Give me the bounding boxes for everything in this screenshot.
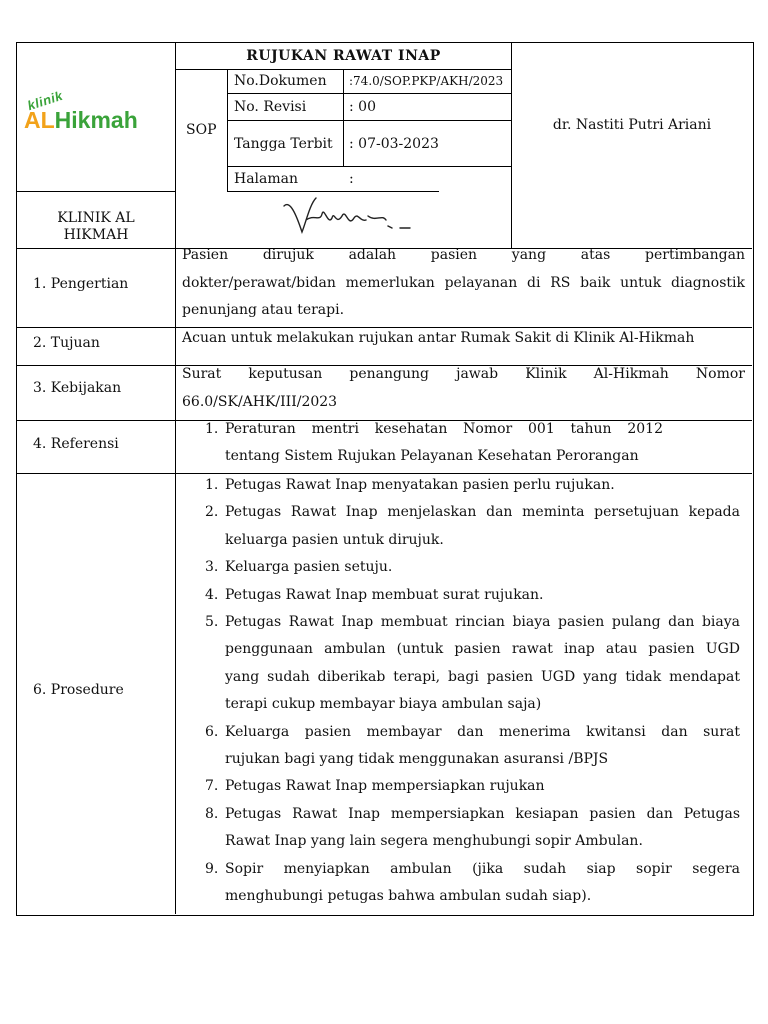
text-line: Keluarga pasien membayar dan menerima kwitansi dan surat	[225, 723, 740, 740]
text-line: yang sudah diberikab terapi, bagi pasien UGD yang tidak mendapat	[225, 668, 740, 685]
text-line: terapi cukup membayar biaya ambulan saja)	[225, 696, 542, 713]
label-kebijakan: 3. Kebijakan	[33, 380, 122, 396]
text-line: Keluarga pasien setuju.	[225, 559, 393, 576]
list-item	[191, 773, 740, 800]
row-divider	[227, 93, 511, 94]
list-number: 1.	[205, 421, 219, 437]
list-item	[191, 499, 740, 554]
list-number: 9.	[205, 860, 219, 877]
document-title: RUJUKAN RAWAT INAP	[246, 48, 441, 64]
text-line: Peraturan mentri kesehatan Nomor 001 tahun 2012	[225, 421, 663, 437]
list-number: 2.	[205, 504, 219, 521]
text-line: Petugas Rawat Inap membuat surat rujukan.	[225, 586, 544, 603]
clinic-logo	[24, 107, 138, 134]
signature-image	[276, 192, 436, 242]
list-number: 7.	[205, 778, 219, 795]
list-item	[191, 554, 740, 581]
text-line: Petugas Rawat Inap membuat rincian biaya pasien pulang dan biaya	[225, 614, 740, 631]
text-line: Petugas Rawat Inap menjelaskan dan meminta persetujuan kepada	[225, 504, 740, 521]
text-line: 66.0/SK/AHK/III/2023	[182, 393, 338, 410]
doctor-name: dr. Nastiti Putri Ariani	[552, 117, 712, 133]
logo-al-text: AL	[24, 107, 55, 133]
text-line: penunjang atau terapi.	[182, 302, 345, 318]
kebijakan-text	[182, 361, 745, 416]
field-divider	[343, 69, 344, 166]
clinic-name	[16, 210, 176, 244]
field-label-terbit: Tangga Terbit	[234, 136, 333, 152]
text-line: Pasien dirujuk adalah pasien yang atas pertimbangan	[182, 247, 745, 263]
text-line: penggunaan ambulan (untuk pasien rawat inap atau pasien UGD	[225, 641, 740, 658]
text-line: Petugas Rawat Inap mempersiapkan kesiapan pasien dan Petugas	[225, 805, 740, 822]
text-line: dokter/perawat/bidan memerlukan pelayanan di RS baik untuk diagnostik	[182, 274, 745, 291]
row-divider	[227, 166, 511, 167]
text-line: Petugas Rawat Inap menyatakan pasien perlu rujukan.	[225, 477, 615, 493]
column-divider	[175, 42, 176, 914]
logo-klinik-text: klinik	[25, 87, 65, 114]
list-item	[191, 609, 740, 719]
list-item	[191, 582, 740, 609]
list-number: 4.	[205, 586, 219, 603]
text-line: Rawat Inap yang lain segera menghubungi sopir Ambulan.	[225, 833, 643, 850]
prosedure-list	[191, 472, 740, 911]
sop-label: SOP	[186, 122, 217, 138]
text-line: Sopir menyiapkan ambulan (jika sudah siap sopir segera	[225, 860, 740, 877]
list-item	[191, 719, 740, 774]
field-label-halaman: Halaman	[234, 171, 299, 187]
pengertian-text	[182, 242, 745, 325]
clinic-name-line2: HIKMAH	[63, 227, 129, 243]
field-value-revisi: : 00	[349, 99, 376, 115]
sop-divider	[227, 69, 228, 192]
field-value-halaman: :	[349, 171, 354, 187]
label-tujuan: 2. Tujuan	[33, 335, 100, 351]
text-line: tentang Sistem Rujukan Pelayanan Kesehatan Perorangan	[225, 448, 639, 465]
list-number: 1.	[205, 477, 219, 493]
row-divider	[16, 327, 752, 328]
list-number: 6.	[205, 723, 219, 740]
field-label-revisi: No. Revisi	[234, 99, 307, 115]
logo-hikmah-text: Hikmah	[54, 107, 138, 133]
text-line: rujukan bagi yang tidak menggunakan asuransi /BPJS	[225, 751, 609, 768]
clinic-name-line1: KLINIK AL	[57, 210, 135, 226]
field-value-dokumen: :74.0/SOP.PKP/AKH/2023	[349, 74, 504, 88]
label-prosedure: 6. Prosedure	[33, 682, 124, 698]
label-referensi: 4. Referensi	[33, 436, 119, 452]
list-item	[191, 472, 740, 499]
text-line: Surat keputusan penangung jawab Klinik Al-Hikmah Nomor	[182, 366, 745, 382]
text-line: Petugas Rawat Inap mempersiapkan rujukan	[225, 778, 545, 795]
row-divider	[16, 191, 176, 192]
referensi-list	[191, 416, 663, 471]
list-item	[191, 416, 663, 471]
list-item	[191, 801, 740, 856]
list-number: 8.	[205, 805, 219, 822]
text-line: keluarga pasien untuk dirujuk.	[225, 531, 444, 548]
header-divider	[511, 42, 512, 248]
list-number: 5.	[205, 614, 219, 631]
label-pengertian: 1. Pengertian	[33, 276, 129, 292]
tujuan-text: Acuan untuk melakukan rujukan antar Rumak Sakit di Klinik Al-Hikmah	[182, 330, 695, 346]
list-item	[191, 856, 740, 911]
list-number: 3.	[205, 559, 219, 576]
field-value-terbit: : 07-03-2023	[349, 136, 439, 152]
row-divider	[227, 120, 511, 121]
text-line: menghubungi petugas bahwa ambulan sudah siap).	[225, 888, 592, 905]
field-label-dokumen: No.Dokumen	[234, 73, 327, 89]
